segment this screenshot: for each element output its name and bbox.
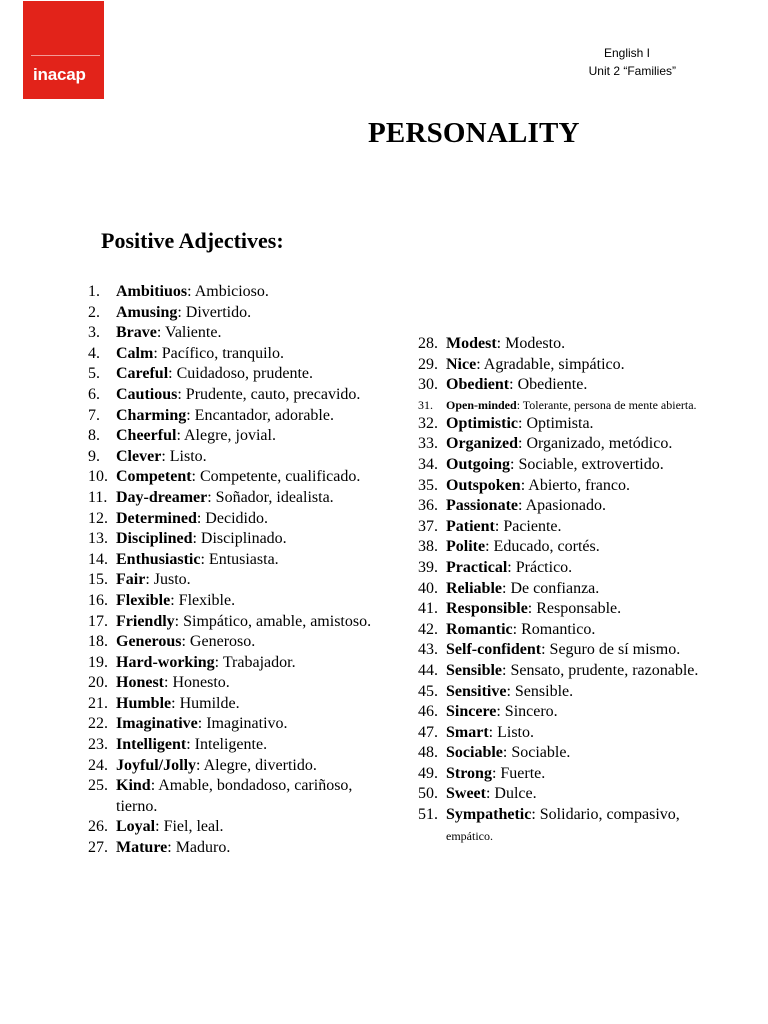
list-item <box>418 599 718 620</box>
list-item <box>88 467 388 488</box>
item-number: 30. <box>418 376 438 394</box>
adjective-translation: : Práctico. <box>507 558 573 576</box>
adjective-term: Fair <box>116 571 146 589</box>
item-number: 13. <box>88 530 108 548</box>
adjective-translation: : Alegre, divertido. <box>196 756 317 774</box>
adjective-translation: : Apasionado. <box>518 497 606 515</box>
adjective-term: Responsible <box>446 600 528 618</box>
item-number: 31. <box>418 397 433 412</box>
item-number: 26. <box>88 818 108 836</box>
adjective-term: Polite <box>446 538 486 556</box>
list-item <box>88 303 388 324</box>
adjective-translation: : Cuidadoso, prudente. <box>168 365 314 383</box>
adjective-translation: : Optimista. <box>518 414 594 432</box>
adjective-translation: : Disciplinado. <box>192 530 287 548</box>
adjective-translation: : Entusiasta. <box>200 550 279 568</box>
adjective-term: Enthusiastic <box>116 550 201 568</box>
adjective-list-column-2 <box>418 334 718 846</box>
adjective-translation: : Trabajador. <box>214 653 296 671</box>
item-number: 11. <box>88 488 108 506</box>
adjective-translation: : Agradable, simpático. <box>476 355 625 373</box>
item-number: 9. <box>88 447 100 465</box>
adjective-term: Sympathetic <box>446 806 532 824</box>
list-item <box>418 723 718 744</box>
adjective-term: Cheerful <box>116 427 177 445</box>
item-number: 21. <box>88 694 108 712</box>
adjective-translation: : Flexible. <box>170 591 236 609</box>
list-item <box>418 476 718 497</box>
item-number: 8. <box>88 427 100 445</box>
adjective-term: Outgoing <box>446 455 511 473</box>
adjective-translation: : Amable, bondadoso, cariñoso, tierno. <box>116 777 353 815</box>
list-item <box>88 282 388 303</box>
adjective-translation: : Sociable. <box>502 744 571 762</box>
adjective-translation: : Fuerte. <box>491 764 546 782</box>
list-item <box>418 579 718 600</box>
adjective-term: Brave <box>116 324 157 342</box>
item-number: 29. <box>418 355 438 373</box>
list-item <box>88 344 388 365</box>
item-number: 45. <box>418 682 438 700</box>
adjective-term: Cautious <box>116 385 178 403</box>
adjective-translation: : Paciente. <box>494 517 562 535</box>
list-item <box>418 396 718 414</box>
adjective-term: Modest <box>446 335 497 352</box>
item-number: 3. <box>88 324 100 342</box>
list-item <box>418 784 718 805</box>
item-number: 24. <box>88 756 108 774</box>
item-number: 39. <box>418 558 438 576</box>
list-item <box>88 632 388 653</box>
item-number: 12. <box>88 509 108 527</box>
item-number: 37. <box>418 517 438 535</box>
adjective-term: Disciplined <box>116 530 193 548</box>
list-item <box>88 570 388 591</box>
adjective-term: Strong <box>446 764 492 782</box>
adjective-translation: : Divertido. <box>177 303 252 321</box>
adjective-term: Charming <box>116 406 187 424</box>
adjective-term: Hard-working <box>116 653 215 671</box>
adjective-term: Friendly <box>116 612 175 630</box>
list-item <box>418 434 718 455</box>
adjective-translation: : Romantico. <box>512 620 596 638</box>
list-item <box>88 447 388 468</box>
adjective-translation: : Encantador, adorable. <box>186 406 334 424</box>
adjective-term: Sociable <box>446 744 503 762</box>
adjective-term: Nice <box>446 355 477 373</box>
item-number: 17. <box>88 612 108 630</box>
list-item <box>418 496 718 517</box>
adjective-translation: : Alegre, jovial. <box>176 427 276 445</box>
adjective-term: Amusing <box>116 303 178 321</box>
item-number: 44. <box>418 661 438 679</box>
unit-label: Unit 2 “Families” <box>588 64 676 78</box>
adjective-term: Self-confident <box>446 641 542 659</box>
item-number: 4. <box>88 344 100 362</box>
item-number: 42. <box>418 620 438 638</box>
adjective-translation: : Listo. <box>488 723 534 741</box>
list-item <box>88 509 388 530</box>
adjective-term: Intelligent <box>116 736 187 754</box>
list-item <box>418 805 718 846</box>
item-number: 16. <box>88 591 108 609</box>
list-item <box>418 743 718 764</box>
adjective-translation: : De confianza. <box>502 579 600 597</box>
list-item <box>418 682 718 703</box>
logo-divider <box>31 55 100 56</box>
adjective-translation: : Abierto, franco. <box>520 476 630 494</box>
adjective-translation: : Educado, cortés. <box>485 538 600 556</box>
list-item <box>88 364 388 385</box>
list-item <box>418 537 718 558</box>
adjective-translation: : Organizado, metódico. <box>518 435 673 453</box>
list-item <box>418 455 718 476</box>
adjective-term: Smart <box>446 723 489 741</box>
adjective-translation: : Simpático, amable, amistoso. <box>174 612 372 630</box>
item-number: 35. <box>418 476 438 494</box>
list-item <box>88 756 388 777</box>
adjective-term: Calm <box>116 344 154 362</box>
adjective-term: Sincere <box>446 703 497 721</box>
adjective-translation: : Ambicioso. <box>187 283 269 300</box>
list-item <box>418 414 718 435</box>
list-item <box>88 838 388 859</box>
list-item <box>418 661 718 682</box>
list-item <box>88 694 388 715</box>
adjective-term: Patient <box>446 517 495 535</box>
adjective-term: Day-dreamer <box>116 488 208 506</box>
item-number: 48. <box>418 744 438 762</box>
item-number: 18. <box>88 633 108 651</box>
adjective-translation: : Seguro de sí mismo. <box>541 641 681 659</box>
adjective-translation: : Fiel, leal. <box>155 818 224 836</box>
list-item <box>418 517 718 538</box>
list-item <box>88 406 388 427</box>
list-item <box>418 375 718 396</box>
adjective-term: Organized <box>446 435 518 453</box>
item-number: 27. <box>88 839 108 857</box>
item-number: 28. <box>418 335 438 352</box>
adjective-term: Outspoken <box>446 476 521 494</box>
adjective-term: Imaginative <box>116 715 198 733</box>
adjective-translation: : Sincero. <box>496 703 558 721</box>
adjective-translation: : Listo. <box>161 447 207 465</box>
course-label: English I <box>603 46 650 60</box>
item-number: 10. <box>88 468 108 486</box>
adjective-term: Open-minded <box>446 397 517 412</box>
item-number: 19. <box>88 653 108 671</box>
adjective-translation: : Dulce. <box>485 785 537 803</box>
adjective-term: Passionate <box>446 497 518 515</box>
item-number: 2. <box>88 303 100 321</box>
adjective-translation: : Imaginativo. <box>197 715 288 733</box>
adjective-translation: : Responsable. <box>527 600 622 618</box>
list-item <box>418 355 718 376</box>
item-number: 40. <box>418 579 438 597</box>
adjective-term: Sensible <box>446 661 503 679</box>
list-item <box>88 385 388 406</box>
adjective-translation: : Generoso. <box>181 633 256 651</box>
page-title: PERSONALITY <box>368 117 580 149</box>
adjective-term: Practical <box>446 558 508 576</box>
list-item <box>88 612 388 633</box>
adjective-term: Determined <box>116 509 197 527</box>
adjective-term: Honest <box>116 674 164 692</box>
adjective-term: Joyful/Jolly <box>116 756 197 774</box>
item-number: 23. <box>88 736 108 754</box>
logo-text: inacap <box>33 65 86 84</box>
adjective-translation: : Soñador, idealista. <box>207 488 334 506</box>
list-item <box>88 323 388 344</box>
item-number: 46. <box>418 703 438 721</box>
list-item <box>418 640 718 661</box>
adjective-term: Ambitiuos <box>116 283 188 300</box>
adjective-term: Flexible <box>116 591 171 609</box>
item-number: 33. <box>418 435 438 453</box>
adjective-term: Optimistic <box>446 414 518 432</box>
adjective-term: Clever <box>116 447 162 465</box>
list-item <box>418 764 718 785</box>
adjective-translation: : Solidario, compasivo, <box>531 806 680 824</box>
item-number: 20. <box>88 674 108 692</box>
item-number: 51. <box>418 806 438 824</box>
adjective-translation: : Competente, cualificado. <box>191 468 361 486</box>
list-item <box>88 591 388 612</box>
list-item <box>88 735 388 756</box>
item-number: 47. <box>418 723 438 741</box>
adjective-translation: : Humilde. <box>171 694 240 712</box>
item-number: 25. <box>88 777 108 795</box>
item-number: 5. <box>88 365 100 383</box>
adjective-translation: : Sensible. <box>506 682 574 700</box>
adjective-translation: : Honesto. <box>164 674 230 692</box>
adjective-translation: : Decidido. <box>196 509 268 527</box>
list-item <box>88 776 388 817</box>
adjective-term: Generous <box>116 633 182 651</box>
adjective-translation: : Maduro. <box>167 839 231 857</box>
item-number: 32. <box>418 414 438 432</box>
adjective-term: Reliable <box>446 579 502 597</box>
adjective-term: Sensitive <box>446 682 507 700</box>
item-number: 6. <box>88 385 100 403</box>
adjective-translation-extra: empático. <box>446 828 493 843</box>
list-item <box>88 550 388 571</box>
item-number: 34. <box>418 455 438 473</box>
adjective-translation: : Modesto. <box>496 335 566 352</box>
adjective-term: Careful <box>116 365 169 383</box>
item-number: 15. <box>88 571 108 589</box>
adjective-translation: : Justo. <box>145 571 191 589</box>
item-number: 50. <box>418 785 438 803</box>
item-number: 38. <box>418 538 438 556</box>
list-item <box>88 488 388 509</box>
item-number: 41. <box>418 600 438 618</box>
list-item <box>418 620 718 641</box>
list-item <box>88 817 388 838</box>
adjective-term: Humble <box>116 694 172 712</box>
list-item <box>88 426 388 447</box>
adjective-term: Loyal <box>116 818 156 836</box>
adjective-term: Romantic <box>446 620 513 638</box>
list-item <box>418 702 718 723</box>
adjective-term: Competent <box>116 468 192 486</box>
list-item <box>418 334 718 355</box>
list-item <box>88 653 388 674</box>
list-item <box>88 529 388 550</box>
adjective-term: Obedient <box>446 376 510 394</box>
item-number: 7. <box>88 406 100 424</box>
item-number: 36. <box>418 497 438 515</box>
list-item <box>418 558 718 579</box>
item-number: 1. <box>88 283 100 300</box>
section-subtitle: Positive Adjectives: <box>101 228 284 253</box>
adjective-translation: : Obediente. <box>509 376 588 394</box>
list-item <box>88 714 388 735</box>
adjective-term: Kind <box>116 777 151 795</box>
adjective-translation: : Valiente. <box>156 324 222 342</box>
adjective-translation: : Pacífico, tranquilo. <box>153 344 284 362</box>
adjective-translation: : Tolerante, persona de mente abierta. <box>516 397 697 412</box>
adjective-term: Sweet <box>446 785 486 803</box>
item-number: 49. <box>418 764 438 782</box>
adjective-term: Mature <box>116 839 168 857</box>
adjective-translation: : Sensato, prudente, razonable. <box>502 661 699 679</box>
item-number: 14. <box>88 550 108 568</box>
adjective-list-column-1 <box>88 282 388 859</box>
item-number: 43. <box>418 641 438 659</box>
list-item <box>88 673 388 694</box>
adjective-translation: : Prudente, cauto, precavido. <box>177 385 361 403</box>
adjective-translation: : Sociable, extrovertido. <box>510 455 664 473</box>
item-number: 22. <box>88 715 108 733</box>
adjective-translation: : Inteligente. <box>186 736 268 754</box>
inacap-logo <box>23 1 104 99</box>
